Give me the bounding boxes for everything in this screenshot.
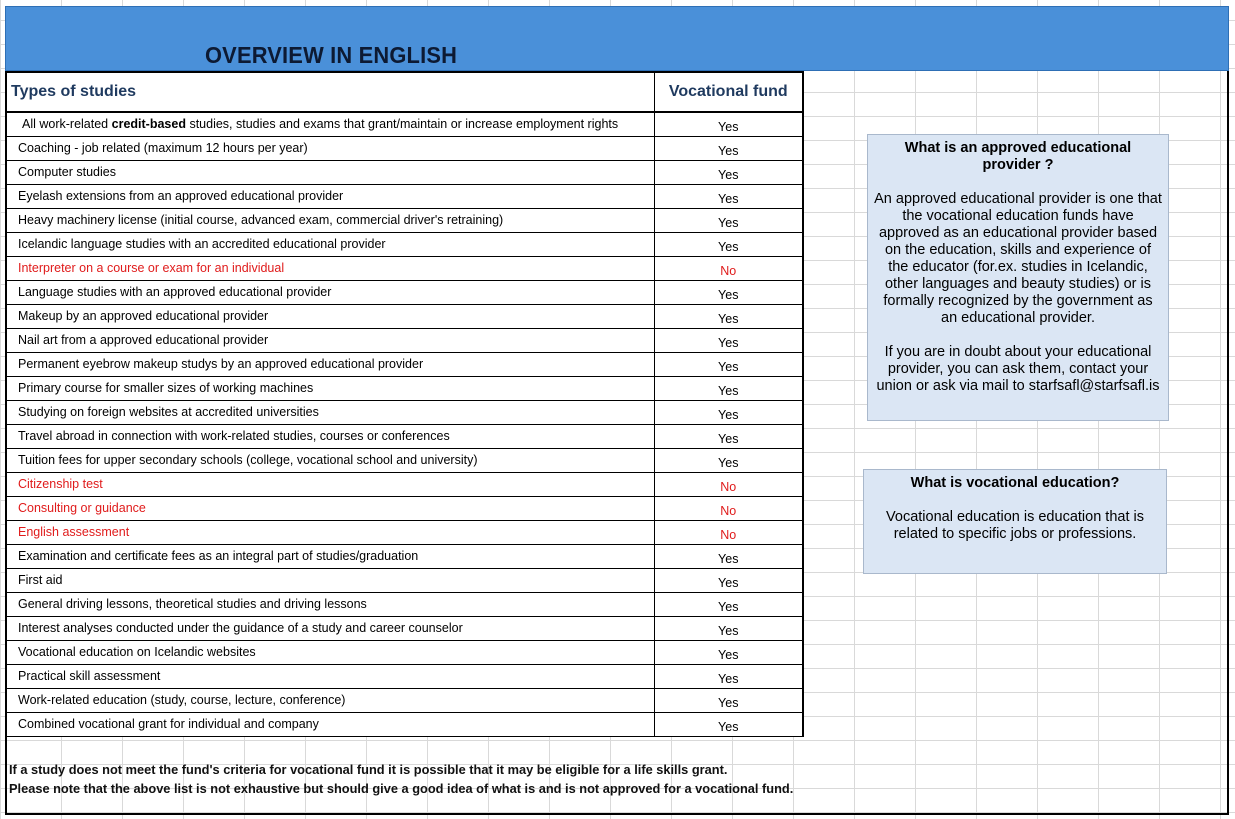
studies-table [5, 71, 804, 737]
table-row [6, 208, 803, 232]
vocational-fund-cell[interactable]: Yes [654, 328, 803, 352]
study-type-cell[interactable] [6, 232, 654, 256]
vocational-fund-cell[interactable]: Yes [654, 400, 803, 424]
study-type-text: Coaching - job related (maximum 12 hours per year) [18, 141, 308, 155]
study-type-text: Permanent eyebrow makeup studys by an approved educational provider [18, 357, 424, 371]
vocational-education-heading: What is vocational education? [910, 475, 1120, 491]
vocational-fund-cell[interactable]: Yes [654, 616, 803, 640]
page-title: OVERVIEW IN ENGLISH [205, 42, 458, 68]
study-type-cell[interactable] [6, 256, 654, 280]
table-row [6, 136, 803, 160]
study-type-text: Language studies with an approved educational provider [18, 285, 332, 299]
table-row [6, 304, 803, 328]
study-type-cell[interactable] [6, 520, 654, 544]
vocational-fund-cell[interactable]: No [654, 472, 803, 496]
study-type-cell[interactable] [6, 160, 654, 184]
study-type-cell[interactable] [6, 592, 654, 616]
study-type-cell[interactable] [6, 472, 654, 496]
approved-provider-body: An approved educational provider is one that the vocational education funds have approved as an educational provider based on the education, skills and experience of the educator (for.ex. studies in Icelandic, other languages and beauty studies) or is formally recognized by the government as an educational provider. [874, 191, 1162, 326]
table-row [6, 616, 803, 640]
table-row [6, 448, 803, 472]
study-type-cell[interactable] [6, 712, 654, 736]
table-row [6, 256, 803, 280]
table-row [6, 496, 803, 520]
table-row [6, 472, 803, 496]
study-type-text: Icelandic language studies with an accredited educational provider [18, 237, 386, 251]
study-type-text: Nail art from a approved educational provider [18, 333, 269, 347]
vocational-fund-cell[interactable]: No [654, 496, 803, 520]
study-type-cell[interactable] [6, 112, 654, 136]
footnote-not-exhaustive: Please note that the above list is not exhaustive but should give a good idea of what is and is not approved for a vocational fund. [9, 781, 794, 796]
table-row [6, 424, 803, 448]
study-type-text: Consulting or guidance [18, 501, 146, 515]
study-type-cell[interactable] [6, 568, 654, 592]
vocational-fund-cell[interactable]: Yes [654, 544, 803, 568]
study-type-text: All work-related [22, 117, 112, 132]
approved-provider-doubt-text: If you are in doubt about your educational provider, you can ask them, contact your union or ask via mail to starfsafl@starfsafl.is [876, 344, 1160, 394]
study-type-text: Studying on foreign websites at accredited universities [18, 405, 319, 419]
vocational-fund-cell[interactable]: Yes [654, 568, 803, 592]
table-row [6, 352, 803, 376]
study-type-text: Interest analyses conducted under the guidance of a study and career counselor [18, 621, 463, 635]
study-type-text: Tuition fees for upper secondary schools (college, vocational school and university) [18, 453, 478, 467]
study-type-text: Interpreter on a course or exam for an individual [18, 261, 285, 275]
vocational-fund-cell[interactable]: Yes [654, 232, 803, 256]
study-type-cell[interactable] [6, 376, 654, 400]
study-type-cell[interactable] [6, 640, 654, 664]
study-type-text: Primary course for smaller sizes of working machines [18, 381, 314, 395]
approved-provider-heading: What is an approved educational provider ? [904, 140, 1132, 173]
table-row [6, 232, 803, 256]
vocational-fund-cell[interactable]: Yes [654, 280, 803, 304]
study-type-text: Eyelash extensions from an approved educational provider [18, 189, 344, 203]
vocational-fund-cell[interactable]: Yes [654, 688, 803, 712]
study-type-cell[interactable] [6, 544, 654, 568]
vocational-fund-cell[interactable]: Yes [654, 304, 803, 328]
study-type-text: Combined vocational grant for individual and company [18, 717, 319, 731]
table-row [6, 664, 803, 688]
study-type-text: Heavy machinery license (initial course, advanced exam, commercial driver's retraining) [18, 213, 504, 227]
vocational-fund-cell[interactable]: Yes [654, 160, 803, 184]
table-header-row [6, 72, 803, 112]
study-type-text: Travel abroad in connection with work-related studies, courses or conferences [18, 429, 450, 443]
table-row [6, 688, 803, 712]
table-row [6, 376, 803, 400]
study-type-text: Computer studies [18, 165, 116, 179]
table-row [6, 712, 803, 736]
table-row [6, 112, 803, 136]
study-type-text: English assessment [18, 525, 130, 539]
vocational-fund-cell[interactable]: No [654, 520, 803, 544]
footnote-life-skills: If a study does not meet the fund's criteria for vocational fund it is possible that it may be eligible for a life skills grant. [9, 762, 728, 777]
study-type-cell[interactable] [6, 328, 654, 352]
table-row [6, 160, 803, 184]
study-type-cell[interactable] [6, 424, 654, 448]
table-row [6, 400, 803, 424]
study-type-emphasis: credit-based [111, 117, 186, 132]
study-type-cell[interactable] [6, 304, 654, 328]
vocational-fund-cell[interactable]: Yes [654, 208, 803, 232]
study-type-cell[interactable] [6, 352, 654, 376]
vocational-education-info-box [863, 469, 1167, 574]
vocational-fund-cell[interactable]: Yes [654, 352, 803, 376]
vocational-fund-cell[interactable]: Yes [654, 712, 803, 736]
vocational-fund-cell[interactable]: Yes [654, 448, 803, 472]
study-type-cell[interactable] [6, 664, 654, 688]
footnotes [9, 760, 793, 798]
column-header-types[interactable]: Types of studies [6, 72, 654, 112]
table-row [6, 280, 803, 304]
study-type-cell[interactable] [6, 136, 654, 160]
vocational-fund-cell[interactable]: No [654, 256, 803, 280]
table-row [6, 328, 803, 352]
study-type-text: Citizenship test [18, 477, 103, 491]
study-type-cell[interactable] [6, 688, 654, 712]
study-type-text-tail: studies, studies and exams that grant/maintain or increase employment rights [185, 117, 619, 132]
study-type-cell[interactable] [6, 208, 654, 232]
study-type-cell[interactable] [6, 496, 654, 520]
study-type-text: Vocational education on Icelandic websites [18, 645, 256, 659]
vocational-fund-cell[interactable]: Yes [654, 640, 803, 664]
table-row [6, 592, 803, 616]
study-type-cell[interactable] [6, 448, 654, 472]
table-body [6, 112, 803, 736]
title-banner [5, 6, 1229, 71]
study-type-text: Makeup by an approved educational provider [18, 309, 269, 323]
study-type-text: Practical skill assessment [18, 669, 161, 683]
vocational-fund-cell[interactable]: Yes [654, 424, 803, 448]
study-type-text: Examination and certificate fees as an integral part of studies/graduation [18, 549, 419, 563]
table-row [6, 544, 803, 568]
vocational-fund-cell[interactable]: Yes [654, 184, 803, 208]
study-type-text: Work-related education (study, course, lecture, conference) [18, 693, 346, 707]
table-row [6, 184, 803, 208]
table-row [6, 640, 803, 664]
vocational-fund-cell[interactable]: Yes [654, 112, 803, 136]
column-header-fund[interactable]: Vocational fund [654, 72, 803, 112]
approved-provider-info-box [867, 134, 1169, 421]
study-type-cell[interactable] [6, 280, 654, 304]
vocational-education-body: Vocational education is education that is related to specific jobs or professions. [886, 509, 1144, 542]
study-type-cell[interactable] [6, 400, 654, 424]
vocational-fund-cell[interactable]: Yes [654, 136, 803, 160]
vocational-fund-cell[interactable]: Yes [654, 664, 803, 688]
table-row [6, 568, 803, 592]
study-type-cell[interactable] [6, 184, 654, 208]
study-type-text: First aid [18, 573, 63, 587]
study-type-cell[interactable] [6, 616, 654, 640]
vocational-fund-cell[interactable]: Yes [654, 592, 803, 616]
table-row [6, 520, 803, 544]
vocational-fund-cell[interactable]: Yes [654, 376, 803, 400]
study-type-text: General driving lessons, theoretical studies and driving lessons [18, 597, 367, 611]
